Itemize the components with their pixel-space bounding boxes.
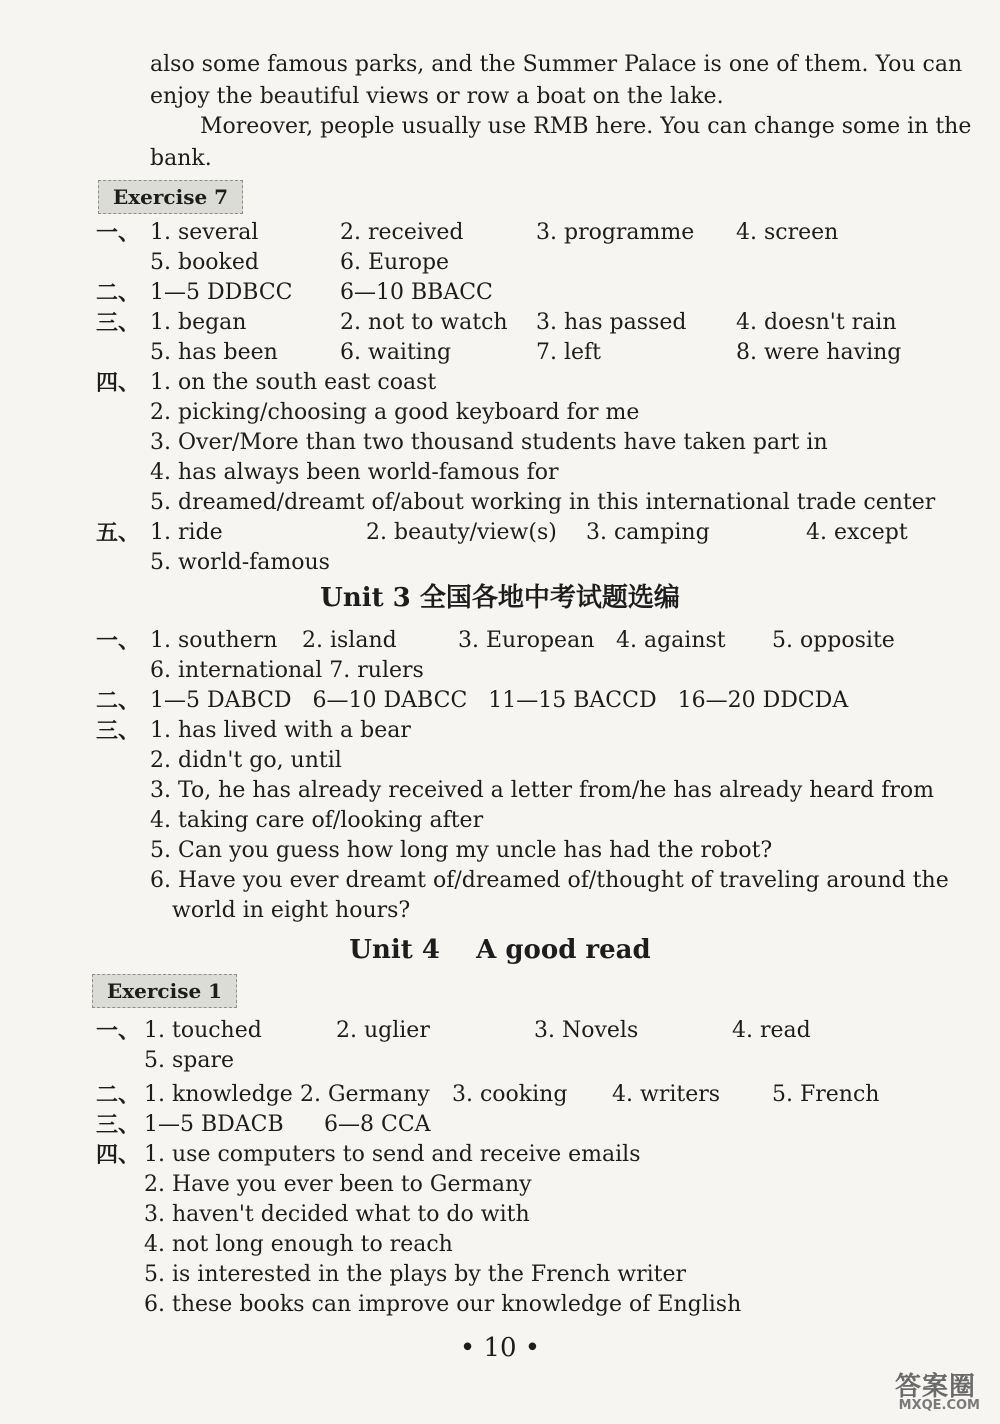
- answer: 2. not to watch: [340, 310, 508, 335]
- section-number: 四、: [96, 1142, 141, 1168]
- watermark-url: MXQE.COM: [898, 1398, 980, 1413]
- answer: 2. beauty/view(s): [366, 520, 557, 545]
- section-number: 二、: [96, 688, 141, 714]
- answer: 7. left: [536, 340, 602, 365]
- answer: 1. has lived with a bear: [150, 718, 411, 743]
- answer: 2. didn't go, until: [150, 748, 342, 773]
- answer: 6. Have you ever dreamt of/dreamed of/thought of traveling around the: [150, 868, 949, 893]
- section-number: 四、: [96, 370, 141, 396]
- answer: 1. southern: [150, 628, 278, 653]
- answer: 1. use computers to send and receive emails: [144, 1142, 641, 1167]
- page-number: • 10 •: [459, 1333, 541, 1363]
- answer: 6. international 7. rulers: [150, 658, 424, 683]
- answer: 5. opposite: [772, 628, 895, 653]
- answer: 4. not long enough to reach: [144, 1232, 453, 1257]
- unit-3-heading: Unit 3 全国各地中考试题选编: [320, 583, 680, 613]
- answer: 4. writers: [612, 1082, 721, 1107]
- answer: 6—10 BBACC: [340, 280, 493, 305]
- answer: 8. were having: [736, 340, 902, 365]
- answer: 6. Europe: [340, 250, 450, 275]
- answer: 1. on the south east coast: [150, 370, 437, 395]
- answer: 3. Over/More than two thousand students have taken part in: [150, 430, 828, 455]
- section-number: 二、: [96, 1082, 141, 1108]
- answer: 5. booked: [150, 250, 259, 275]
- answer: 3. haven't decided what to do with: [144, 1202, 530, 1227]
- answer: 6. waiting: [340, 340, 452, 365]
- answer: 2. received: [340, 220, 464, 245]
- answer: 5. French: [772, 1082, 880, 1107]
- answer: 1—5 DABCD 6—10 DABCC 11—15 BACCD 16—20 DDCDA: [150, 688, 849, 713]
- answer: 2. picking/choosing a good keyboard for me: [150, 400, 640, 425]
- section-number: 三、: [96, 310, 141, 336]
- answer: 5. has been: [150, 340, 278, 365]
- answer: 3. To, he has already received a letter from/he has already heard from: [150, 778, 934, 803]
- answer: 6—8 CCA: [324, 1112, 431, 1137]
- answer: 4. has always been world-famous for: [150, 460, 559, 485]
- answer: 3. Novels: [534, 1018, 639, 1043]
- section-number: 五、: [96, 520, 141, 546]
- answer: 3. cooking: [452, 1082, 568, 1107]
- answer: 3. European: [458, 628, 595, 653]
- section-number: 三、: [96, 718, 141, 744]
- answer: 5. spare: [144, 1048, 235, 1073]
- answer: 3. programme: [536, 220, 695, 245]
- answer: 1. several: [150, 220, 259, 245]
- answer: 3. has passed: [536, 310, 687, 335]
- section-number: 一、: [96, 1018, 141, 1044]
- answer: 1—5 DDBCC: [150, 280, 293, 305]
- answer: 6. these books can improve our knowledge of English: [144, 1292, 742, 1317]
- answer: 1. touched: [144, 1018, 262, 1043]
- answer: 2. Have you ever been to Germany: [144, 1172, 532, 1197]
- answer: 5. Can you guess how long my uncle has had the robot?: [150, 838, 773, 863]
- answer: 1—5 BDACB: [144, 1112, 284, 1137]
- unit-4-heading: Unit 4 A good read: [349, 935, 651, 965]
- answer: 4. screen: [736, 220, 839, 245]
- answer: world in eight hours?: [172, 898, 411, 923]
- answer: 4. except: [806, 520, 908, 545]
- intro-line-1: also some famous parks, and the Summer Palace is one of them. You can: [150, 52, 963, 77]
- answer: 2. Germany: [300, 1082, 430, 1107]
- intro-line-2: enjoy the beautiful views or row a boat on the lake.: [150, 84, 724, 109]
- answer: 1. knowledge: [144, 1082, 293, 1107]
- answer: 4. doesn't rain: [736, 310, 897, 335]
- answer: 4. read: [732, 1018, 811, 1043]
- section-number: 一、: [96, 628, 141, 654]
- answer: 5. dreamed/dreamt of/about working in this international trade center: [150, 490, 936, 515]
- answer: 2. island: [302, 628, 397, 653]
- answer: 2. uglier: [336, 1018, 430, 1043]
- exercise-1-label: Exercise 1: [92, 974, 237, 1008]
- watermark-logo: 答案圈: [894, 1372, 976, 1402]
- exercise-7-label: Exercise 7: [98, 180, 243, 214]
- answer: 1. began: [150, 310, 247, 335]
- answer: 3. camping: [586, 520, 710, 545]
- answer: 4. taking care of/looking after: [150, 808, 484, 833]
- section-number: 二、: [96, 280, 141, 306]
- answer: 5. is interested in the plays by the French writer: [144, 1262, 687, 1287]
- intro-line-3: Moreover, people usually use RMB here. You can change some in the: [200, 114, 972, 139]
- intro-line-4: bank.: [150, 146, 212, 171]
- answer: 4. against: [616, 628, 726, 653]
- section-number: 三、: [96, 1112, 141, 1138]
- answer: 1. ride: [150, 520, 223, 545]
- answer: 5. world-famous: [150, 550, 330, 575]
- section-number: 一、: [96, 220, 141, 246]
